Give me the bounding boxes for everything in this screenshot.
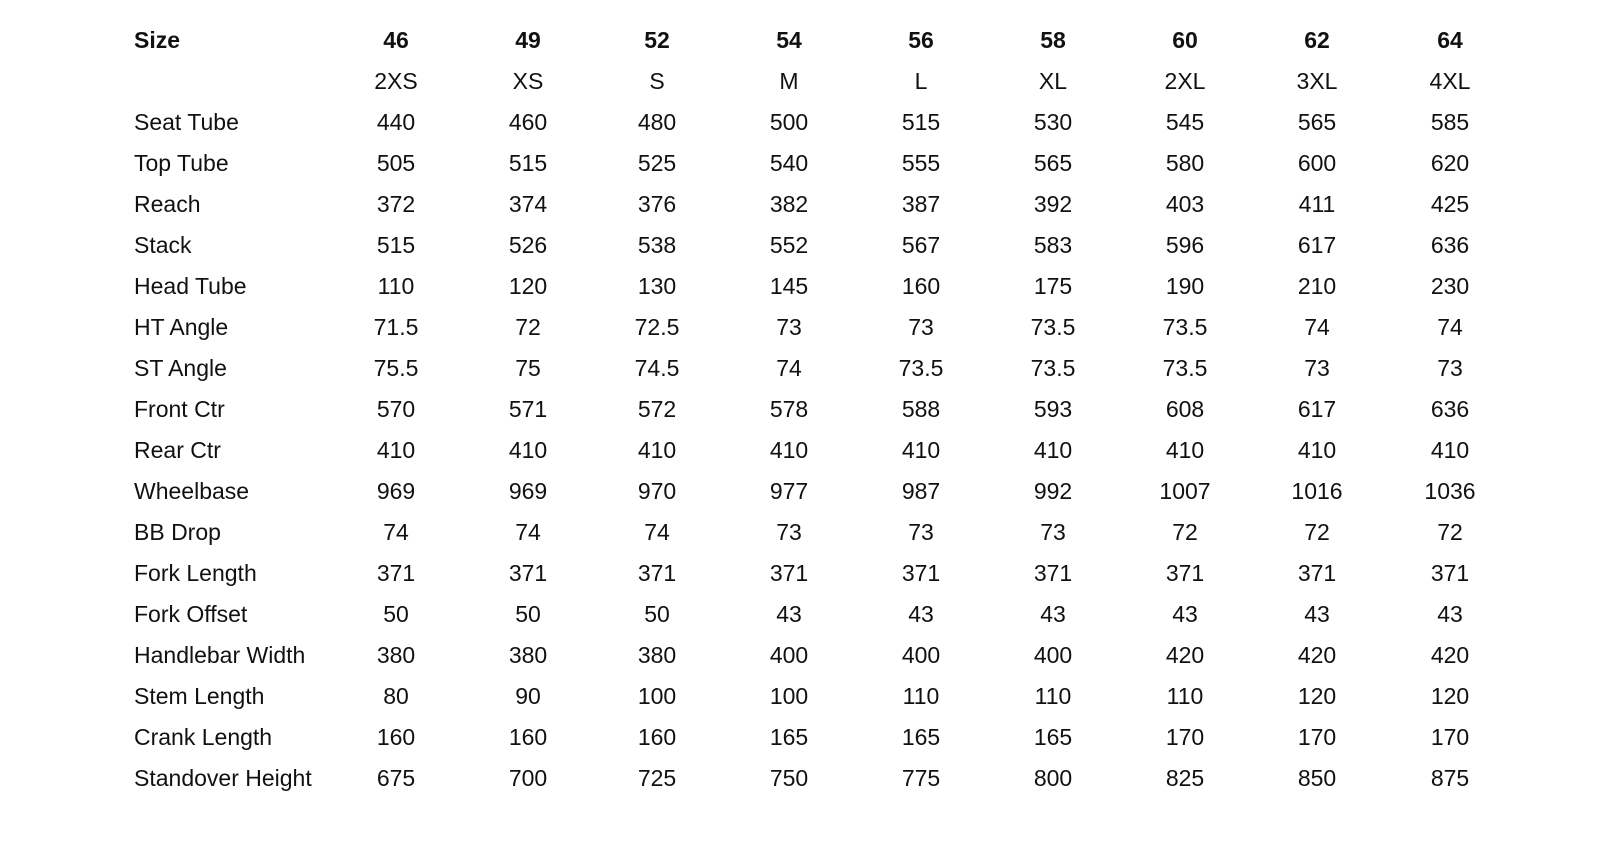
row-label: ST Angle xyxy=(134,355,227,381)
size-number-header: 60 xyxy=(1172,27,1198,53)
table-cell: 72 xyxy=(1172,519,1198,545)
table-cell: 120 xyxy=(508,273,548,299)
table-row xyxy=(0,635,1600,676)
table-row xyxy=(0,225,1600,266)
table-cell: 608 xyxy=(1165,396,1205,422)
table-cell: 371 xyxy=(376,560,416,586)
table-cell: 73.5 xyxy=(898,355,944,381)
size-letter-header: 4XL xyxy=(1429,68,1471,94)
table-cell: 43 xyxy=(1304,601,1330,627)
table-cell: 515 xyxy=(376,232,416,258)
table-cell: 382 xyxy=(769,191,809,217)
table-row xyxy=(0,348,1600,389)
table-cell: 969 xyxy=(508,478,548,504)
table-cell: 74 xyxy=(383,519,409,545)
table-row xyxy=(0,389,1600,430)
table-cell: 50 xyxy=(515,601,541,627)
table-cell: 410 xyxy=(1297,437,1337,463)
table-cell: 526 xyxy=(508,232,548,258)
table-cell: 600 xyxy=(1297,150,1337,176)
table-row xyxy=(0,471,1600,512)
size-number-header: 54 xyxy=(776,27,802,53)
table-cell: 160 xyxy=(508,724,548,750)
table-cell: 636 xyxy=(1430,232,1470,258)
table-cell: 170 xyxy=(1297,724,1337,750)
table-cell: 552 xyxy=(769,232,809,258)
table-cell: 371 xyxy=(1033,560,1073,586)
table-cell: 578 xyxy=(769,396,809,422)
table-cell: 775 xyxy=(901,765,941,791)
table-row xyxy=(0,266,1600,307)
table-cell: 583 xyxy=(1033,232,1073,258)
table-cell: 480 xyxy=(637,109,677,135)
table-cell: 410 xyxy=(1033,437,1073,463)
table-cell: 371 xyxy=(769,560,809,586)
table-cell: 425 xyxy=(1430,191,1470,217)
table-cell: 545 xyxy=(1165,109,1205,135)
table-cell: 440 xyxy=(376,109,416,135)
table-cell: 588 xyxy=(901,396,941,422)
table-cell: 380 xyxy=(376,642,416,668)
table-cell: 400 xyxy=(769,642,809,668)
table-cell: 410 xyxy=(1165,437,1205,463)
table-cell: 160 xyxy=(901,273,941,299)
table-cell: 585 xyxy=(1430,109,1470,135)
table-cell: 617 xyxy=(1297,232,1337,258)
table-row xyxy=(0,143,1600,184)
table-cell: 580 xyxy=(1165,150,1205,176)
table-cell: 145 xyxy=(769,273,809,299)
table-cell: 110 xyxy=(377,273,415,299)
size-number-header: 56 xyxy=(908,27,934,53)
table-cell: 74.5 xyxy=(634,355,680,381)
row-label: Standover Height xyxy=(134,765,312,791)
table-row xyxy=(0,717,1600,758)
table-cell: 75 xyxy=(515,355,541,381)
table-cell: 1007 xyxy=(1159,478,1211,504)
table-cell: 230 xyxy=(1430,273,1470,299)
table-cell: 74 xyxy=(776,355,802,381)
table-cell: 530 xyxy=(1033,109,1073,135)
table-cell: 565 xyxy=(1297,109,1337,135)
row-label: Stem Length xyxy=(134,683,265,709)
size-letter-header: XS xyxy=(512,68,544,94)
table-row xyxy=(0,184,1600,225)
table-cell: 593 xyxy=(1033,396,1073,422)
table-cell: 50 xyxy=(644,601,670,627)
table-cell: 371 xyxy=(1297,560,1337,586)
table-cell: 50 xyxy=(383,601,409,627)
table-row xyxy=(0,553,1600,594)
table-cell: 500 xyxy=(769,109,809,135)
table-cell: 43 xyxy=(1172,601,1198,627)
table-cell: 515 xyxy=(508,150,548,176)
table-row xyxy=(0,676,1600,717)
row-label: Seat Tube xyxy=(134,109,239,135)
table-cell: 73 xyxy=(908,519,934,545)
table-cell: 420 xyxy=(1165,642,1205,668)
table-cell: 165 xyxy=(1033,724,1073,750)
table-cell: 596 xyxy=(1165,232,1205,258)
row-label: Front Ctr xyxy=(134,396,225,422)
table-cell: 571 xyxy=(508,396,548,422)
row-label: Fork Offset xyxy=(134,601,248,627)
table-cell: 170 xyxy=(1165,724,1205,750)
table-cell: 90 xyxy=(515,683,541,709)
size-letter-header: M xyxy=(779,68,799,94)
row-label: BB Drop xyxy=(134,519,221,545)
table-cell: 987 xyxy=(901,478,941,504)
letter-size-row xyxy=(0,61,1600,102)
table-cell: 371 xyxy=(1165,560,1205,586)
size-header-row xyxy=(0,20,1600,61)
table-cell: 120 xyxy=(1430,683,1470,709)
row-label: Crank Length xyxy=(134,724,273,750)
table-cell: 420 xyxy=(1430,642,1470,668)
table-cell: 74 xyxy=(1304,314,1330,340)
table-cell: 100 xyxy=(769,683,809,709)
size-number-header: 52 xyxy=(644,27,670,53)
table-cell: 160 xyxy=(637,724,677,750)
table-row xyxy=(0,307,1600,348)
table-cell: 43 xyxy=(1437,601,1463,627)
table-cell: 617 xyxy=(1297,396,1337,422)
table-cell: 73 xyxy=(776,314,802,340)
table-cell: 538 xyxy=(637,232,677,258)
table-cell: 72 xyxy=(1304,519,1330,545)
size-letter-header: S xyxy=(649,68,665,94)
table-cell: 43 xyxy=(1040,601,1066,627)
table-cell: 800 xyxy=(1033,765,1073,791)
table-cell: 565 xyxy=(1033,150,1073,176)
table-cell: 71.5 xyxy=(373,314,419,340)
table-cell: 700 xyxy=(508,765,548,791)
table-cell: 410 xyxy=(376,437,416,463)
table-cell: 371 xyxy=(637,560,677,586)
size-letter-header: 2XL xyxy=(1164,68,1206,94)
table-cell: 73 xyxy=(908,314,934,340)
table-cell: 210 xyxy=(1297,273,1337,299)
table-cell: 72 xyxy=(1437,519,1463,545)
table-cell: 970 xyxy=(637,478,677,504)
table-cell: 72 xyxy=(515,314,541,340)
table-cell: 372 xyxy=(376,191,416,217)
table-cell: 120 xyxy=(1297,683,1337,709)
row-label: Stack xyxy=(134,232,192,258)
table-cell: 74 xyxy=(644,519,670,545)
table-cell: 969 xyxy=(376,478,416,504)
table-cell: 572 xyxy=(637,396,677,422)
table-cell: 410 xyxy=(1430,437,1470,463)
table-cell: 73.5 xyxy=(1162,355,1208,381)
table-cell: 380 xyxy=(637,642,677,668)
table-cell: 175 xyxy=(1033,273,1073,299)
table-cell: 555 xyxy=(901,150,941,176)
table-cell: 374 xyxy=(508,191,548,217)
table-cell: 72.5 xyxy=(634,314,680,340)
row-label: Reach xyxy=(134,191,201,217)
table-cell: 43 xyxy=(908,601,934,627)
table-cell: 420 xyxy=(1297,642,1337,668)
table-cell: 170 xyxy=(1430,724,1470,750)
table-cell: 410 xyxy=(901,437,941,463)
table-cell: 73.5 xyxy=(1030,314,1076,340)
table-row xyxy=(0,758,1600,799)
size-letter-header: XL xyxy=(1038,68,1068,94)
table-cell: 73.5 xyxy=(1030,355,1076,381)
row-label: Rear Ctr xyxy=(134,437,221,463)
row-label: Top Tube xyxy=(134,150,229,176)
table-cell: 165 xyxy=(901,724,941,750)
table-cell: 636 xyxy=(1430,396,1470,422)
size-letter-header: L xyxy=(914,68,928,94)
row-label: Head Tube xyxy=(134,273,247,299)
table-cell: 410 xyxy=(769,437,809,463)
table-cell: 505 xyxy=(376,150,416,176)
table-cell: 74 xyxy=(1437,314,1463,340)
table-cell: 620 xyxy=(1430,150,1470,176)
table-cell: 190 xyxy=(1165,273,1205,299)
table-cell: 73 xyxy=(776,519,802,545)
table-cell: 43 xyxy=(776,601,802,627)
table-cell: 750 xyxy=(769,765,809,791)
size-corner-label: Size xyxy=(134,27,181,53)
table-cell: 110 xyxy=(902,683,940,709)
table-row xyxy=(0,430,1600,471)
table-cell: 387 xyxy=(901,191,941,217)
table-cell: 460 xyxy=(508,109,548,135)
table-row xyxy=(0,594,1600,635)
table-cell: 165 xyxy=(769,724,809,750)
table-cell: 410 xyxy=(637,437,677,463)
table-cell: 540 xyxy=(769,150,809,176)
table-cell: 675 xyxy=(376,765,416,791)
size-number-header: 64 xyxy=(1437,27,1463,53)
table-cell: 130 xyxy=(637,273,677,299)
table-cell: 1016 xyxy=(1291,478,1343,504)
table-cell: 403 xyxy=(1165,191,1205,217)
table-cell: 74 xyxy=(515,519,541,545)
size-number-header: 46 xyxy=(383,27,409,53)
table-cell: 825 xyxy=(1165,765,1205,791)
table-cell: 525 xyxy=(637,150,677,176)
table-cell: 371 xyxy=(1430,560,1470,586)
table-cell: 567 xyxy=(901,232,941,258)
table-cell: 100 xyxy=(637,683,677,709)
table-cell: 992 xyxy=(1033,478,1073,504)
table-cell: 73 xyxy=(1304,355,1330,381)
table-cell: 850 xyxy=(1297,765,1337,791)
size-letter-header: 2XS xyxy=(374,68,418,94)
table-cell: 725 xyxy=(637,765,677,791)
table-cell: 371 xyxy=(508,560,548,586)
table-cell: 80 xyxy=(383,683,409,709)
size-letter-header: 3XL xyxy=(1296,68,1338,94)
table-cell: 400 xyxy=(901,642,941,668)
row-label: Fork Length xyxy=(134,560,257,586)
table-cell: 977 xyxy=(769,478,809,504)
table-cell: 75.5 xyxy=(373,355,419,381)
table-cell: 160 xyxy=(376,724,416,750)
row-label: Handlebar Width xyxy=(134,642,306,668)
table-cell: 110 xyxy=(1034,683,1072,709)
table-cell: 875 xyxy=(1430,765,1470,791)
table-cell: 73 xyxy=(1437,355,1463,381)
table-cell: 376 xyxy=(637,191,677,217)
table-cell: 400 xyxy=(1033,642,1073,668)
row-label: Wheelbase xyxy=(134,478,250,504)
table-cell: 371 xyxy=(901,560,941,586)
table-cell: 515 xyxy=(901,109,941,135)
table-row xyxy=(0,102,1600,143)
table-cell: 570 xyxy=(376,396,416,422)
size-number-header: 49 xyxy=(515,27,541,53)
table-cell: 411 xyxy=(1298,191,1336,217)
table-cell: 392 xyxy=(1033,191,1073,217)
table-cell: 73.5 xyxy=(1162,314,1208,340)
size-number-header: 58 xyxy=(1040,27,1066,53)
table-cell: 1036 xyxy=(1424,478,1476,504)
table-row xyxy=(0,512,1600,553)
row-label: HT Angle xyxy=(134,314,229,340)
table-cell: 73 xyxy=(1040,519,1066,545)
table-cell: 380 xyxy=(508,642,548,668)
size-number-header: 62 xyxy=(1304,27,1330,53)
table-cell: 110 xyxy=(1166,683,1204,709)
table-cell: 410 xyxy=(508,437,548,463)
